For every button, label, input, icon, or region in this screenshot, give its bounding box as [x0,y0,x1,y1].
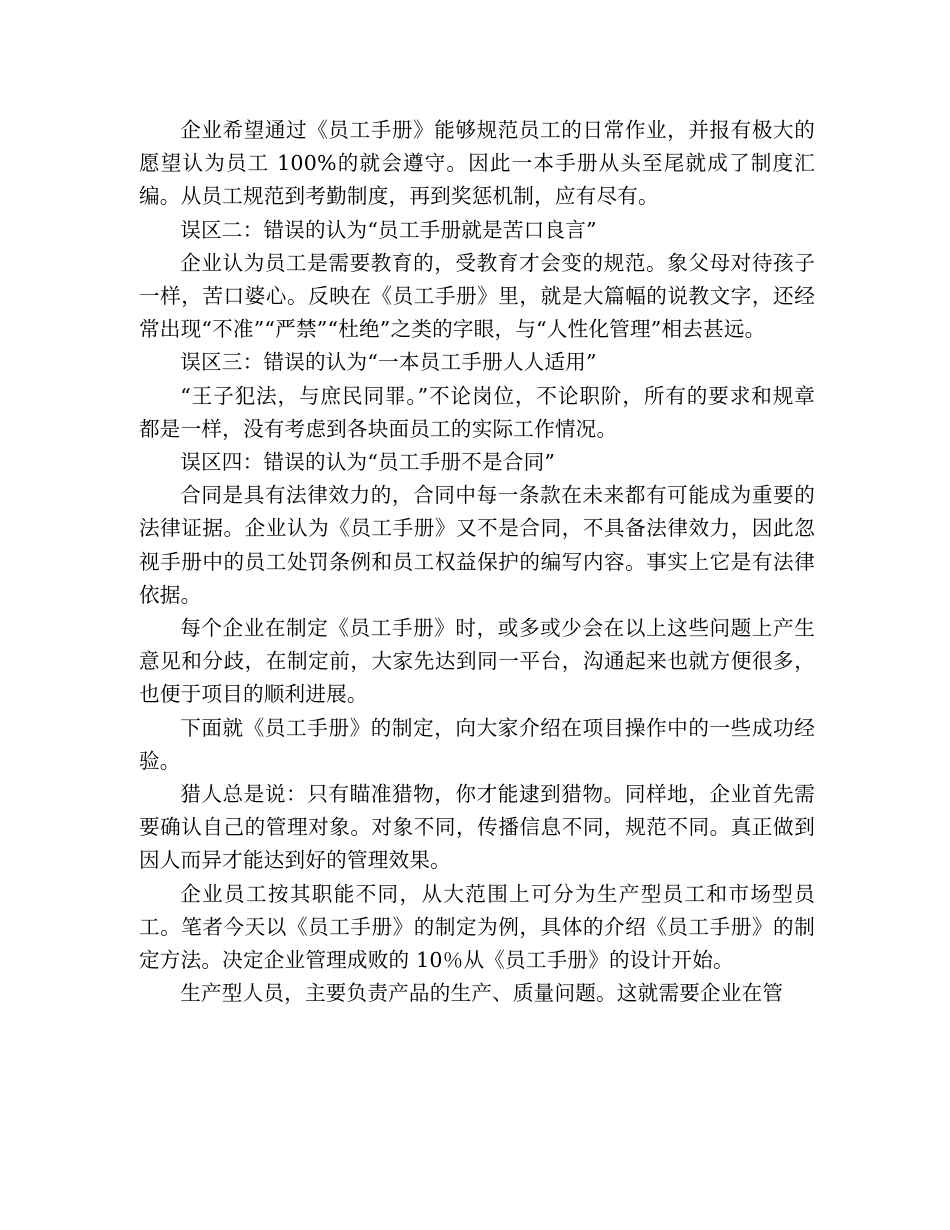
paragraph-employee-types: 企业员工按其职能不同，从大范围上可分为生产型员工和市场型员工。笔者今天以《员工手册》的制定为例，具体的介绍《员工手册》的制定方法。决定企业管理成败的 10％从《员工手册》的设计开始。 [139,881,815,973]
document-body [139,114,815,1010]
paragraph-experience-intro: 下面就《员工手册》的制定，向大家介绍在项目操作中的一些成功经验。 [139,715,815,773]
paragraph-misconception-2: 企业认为员工是需要教育的，受教育才会变的规范。象父母对待孩子一样，苦口婆心。反映在《员工手册》里，就是大篇幅的说教文字，还经常出现“不准”“严禁”“杜绝”之类的字眼，与“人性化管理”相去甚远。 [139,250,815,342]
paragraph-production-staff: 生产型人员，主要负责产品的生产、质量问题。这就需要企业在管 [180,981,784,1006]
heading-misconception-3: 误区三：错误的认为“一本员工手册人人适用” [180,350,597,375]
paragraph-consensus: 每个企业在制定《员工手册》时，或多或少会在以上这些问题上产生意见和分歧，在制定前，大家先达到同一平台，沟通起来也就方便很多，也便于项目的顺利进展。 [139,616,815,707]
paragraph-intro: 企业希望通过《员工手册》能够规范员工的日常作业，并报有极大的愿望认为员工 100%的就会遵守。因此一本手册从头至尾就成了制度汇编。从员工规范到考勤制度，再到奖惩机制，应有尽有。 [139,118,815,209]
heading-misconception-2: 误区二：错误的认为“员工手册就是苦口良言” [180,217,597,242]
heading-misconception-4: 误区四：错误的认为“员工手册不是合同” [180,450,556,475]
paragraph-misconception-3: “王子犯法，与庶民同罪。”不论岗位，不论职阶，所有的要求和规章都是一样，没有考虑到各块面员工的实际工作情况。 [139,383,815,441]
paragraph-misconception-4: 合同是具有法律效力的，合同中每一条款在未来都有可能成为重要的法律证据。企业认为《员工手册》又不是合同，不具备法律效力，因此忽视手册中的员工处罚条例和员工权益保护的编写内容。事实上它是有法律依据。 [139,483,815,607]
paragraph-hunter-analogy: 猎人总是说：只有瞄准猎物，你才能逮到猎物。同样地，企业首先需要确认自己的管理对象。对象不同，传播信息不同，规范不同。真正做到因人而异才能达到好的管理效果。 [139,782,815,873]
